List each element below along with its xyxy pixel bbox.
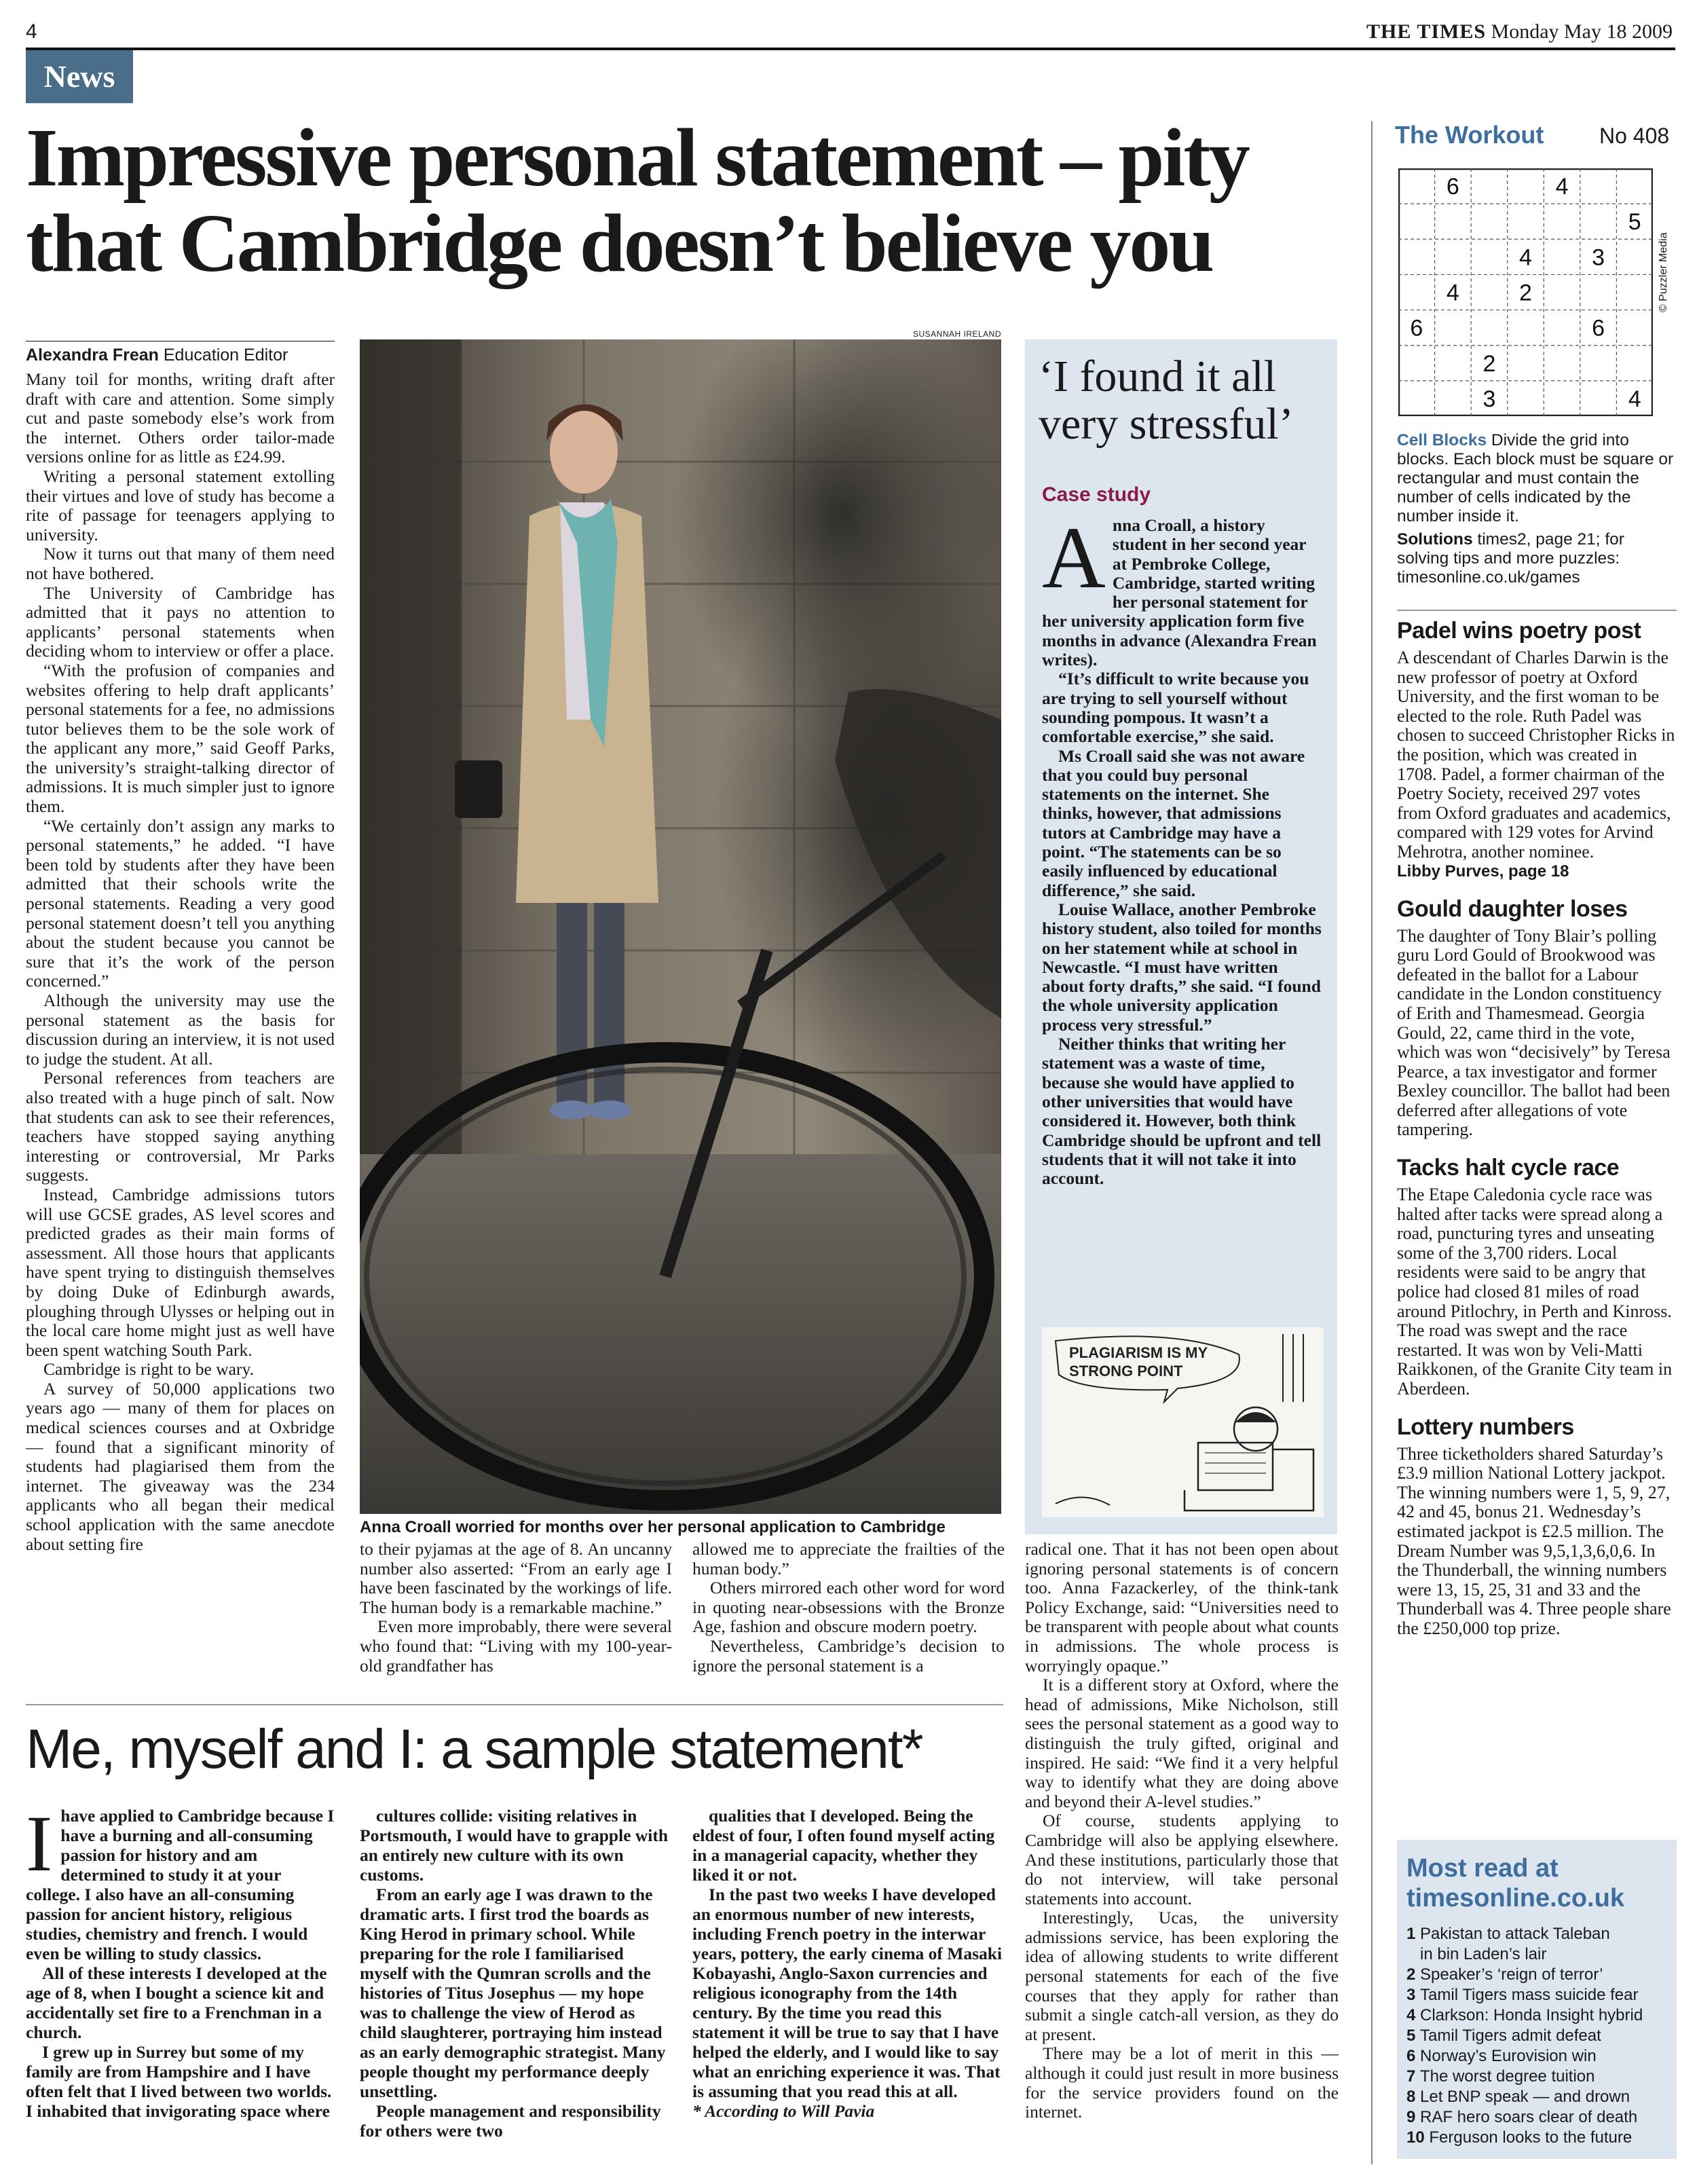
case-paragraph: Louise Wallace, another Pembroke history student, also toiled for months on her statement while at school in Newcastle. “I must have written about forty drafts,” she said. “I found the whole university application process very stressful.”: [1042, 899, 1322, 1035]
grid-cell-number: 4: [1446, 280, 1459, 306]
most-read-title-text: Clarkson: Honda Insight hybrid: [1420, 2006, 1643, 2024]
most-read-title-text: Speaker’s ‘reign of terror’: [1420, 1965, 1603, 1984]
sample-paragraph: People management and responsibility for others were two: [360, 2101, 661, 2141]
sample-paragraph: All of these interests I developed at the age of 8, when I bought a science kit and accidentally set fire to a Frenchman in a church.: [26, 1963, 327, 2042]
most-read-rank: 7: [1406, 2067, 1421, 2086]
case-paragraph-1: nna Croall, a history student in her second year at Pembroke College, Cambridge, started writing her personal statement for her university application form five months in advance (Alexandra Frean writes).: [1042, 515, 1317, 670]
article-column-4: [1025, 1540, 1339, 2122]
brief-reference: Libby Purves, page 18: [1397, 862, 1569, 881]
cell-blocks-instructions: [1397, 431, 1675, 587]
masthead-dateline: [1366, 20, 1673, 43]
most-read-title: Most read at timesonline.co.uk: [1406, 1854, 1624, 1912]
most-read-item[interactable]: [1406, 2046, 1667, 2067]
sample-top-rule: [26, 1704, 1003, 1705]
brief-headline: Tacks halt cycle race: [1397, 1155, 1620, 1181]
grid-credit: © Puzzler Media: [1658, 232, 1669, 312]
byline-role: Education Editor: [163, 346, 288, 365]
cell-blocks-text: Divide the grid into blocks. Each block must be square or rectangular and must contain the number of cells indicated by the number inside it.: [1397, 431, 1674, 525]
most-read-rank: 3: [1406, 1986, 1421, 2004]
most-read-rank: 6: [1406, 2047, 1421, 2065]
cartoon-drawing: [1042, 1327, 1324, 1517]
article-paragraph: “We certainly don’t assign any marks to personal statements,” he added. “I have been told by students after they have been admitted that their schools write the personal statements. Reading a very good personal statement doesn’t tell you anything about the student because you cannot be sure that it’s the work of the person concerned.”: [26, 815, 335, 991]
case-paragraph: Neither thinks that writing her statement was a waste of time, because she would have applied to other universities that would have considered it. However, both think Cambridge should be upfront and tell students that it will not take it into account.: [1042, 1034, 1322, 1189]
article-column-2: [360, 1540, 672, 1676]
most-read-item-continued: in bin Laden’s lair: [1420, 1945, 1547, 1963]
brief-rule: [1397, 610, 1677, 611]
most-read-rank: 9: [1406, 2108, 1421, 2126]
byline: [26, 341, 335, 365]
article-paragraph: Writing a personal statement extolling their virtues and love of study has become a rite of passage for teenagers applying to university.: [26, 466, 335, 544]
case-paragraphs: [1042, 669, 1324, 1188]
brief-text: The daughter of Tony Blair’s polling guru Lord Gould of Brookwood was defeated in the ballot for a Labour candidate in the London constituency of Erith and Thamesmead. Georgia Gould, 22, came third in the vote, which was won “decisively” by Teresa Pearce, a tax investigator and former Bexley councillor. The ballot had been deferred after allegations of vote tampering.: [1397, 925, 1671, 1140]
workout-number: No 408: [1599, 124, 1670, 148]
most-read-title-text: Tamil Tigers mass suicide fear: [1420, 1986, 1639, 2004]
workout-title: The Workout: [1395, 121, 1544, 149]
sample-paragraph: cultures collide: visiting relatives in Portsmouth, I would have to grapple with an entirely new culture with its own customs.: [360, 1806, 669, 1885]
grid-cell-number: 3: [1482, 386, 1496, 412]
most-read-item[interactable]: [1406, 2067, 1667, 2087]
brief-headline: Gould daughter loses: [1397, 895, 1628, 922]
most-read-rank: 2: [1406, 1965, 1421, 1984]
grid-cell-number: 4: [1555, 174, 1569, 200]
sample-column-3: [692, 1806, 1005, 2121]
most-read-item[interactable]: [1406, 2107, 1667, 2128]
most-read-rank: 1: [1406, 1925, 1421, 1943]
article-paragraph: Others mirrored each other word for word in quoting near-obsessions with the Bronze Age, fashion and obscure modern poetry.: [692, 1578, 1005, 1637]
most-read-item[interactable]: [1406, 1965, 1667, 1985]
most-read-title-text: Tamil Tigers admit defeat: [1420, 2026, 1601, 2045]
brief-text: A descendant of Charles Darwin is the new professor of poetry at Oxford University, and the first woman to be elected to the role. Ruth Padel was chosen to succeed Christopher Ricks in the position, which was created in 1708. Padel, a former chairman of the Poetry Society, received 297 votes from Oxford graduates and academics, compared with 129 votes for Arvind Mehrotra, another nominee.: [1397, 648, 1675, 862]
cell-blocks-grid: [1398, 168, 1653, 416]
article-paragraph: Cambridge is right to be wary.: [43, 1359, 254, 1380]
sample-dropcap: I: [26, 1799, 53, 1888]
most-read-title-text: RAF hero soars clear of death: [1420, 2108, 1638, 2126]
photo-caption: Anna Croall worried for months over her personal application to Cambridge: [360, 1518, 946, 1536]
article-paragraph: radical one. That it has not been open about ignoring personal statements is of concern too. Anna Fazackerley, of the think-tank Policy Exchange, said: “Universities need to be transparent with people about what counts in admissions. The whole process is worryingly opaque.”: [1025, 1539, 1339, 1676]
case-paragraph: Ms Croall said she was not aware that you could buy personal statements on the internet. She thinks, however, that admissions tutors at Cambridge may have a point. “The statements can be so easily influenced by educational difference,” she said.: [1042, 745, 1305, 900]
article-paragraph: Nevertheless, Cambridge’s decision to ignore the personal statement is a: [692, 1635, 1005, 1676]
sample-paragraph: qualities that I developed. Being the eldest of four, I often found myself acting in a managerial capacity, whether they liked it or not.: [692, 1806, 995, 1885]
article-photo: [360, 339, 1001, 1514]
most-read-title-text: Let BNP speak — and drown: [1420, 2088, 1630, 2106]
article-column-3: [692, 1540, 1005, 1676]
sidebar-rule: [1371, 121, 1373, 2164]
article-paragraph: Instead, Cambridge admissions tutors will use GCSE grades, AS level scores and predicted grades as their main forms of assessment. All those hours that applicants have spent trying to distinguish themselves by doing Duke of Edinburgh awards, ploughing through Ulysses or helping out in the local care home might just as well have been spent watching South Park.: [26, 1184, 335, 1360]
most-read-rank: 4: [1406, 2006, 1421, 2024]
cartoon: [1042, 1327, 1324, 1517]
solutions-label: Solutions: [1397, 530, 1473, 549]
most-read-title-text: Ferguson looks to the future: [1429, 2128, 1633, 2147]
most-read-rank: 10: [1406, 2128, 1430, 2147]
most-read-item[interactable]: [1406, 1985, 1667, 2005]
most-read-title-text: The worst degree tuition: [1420, 2067, 1595, 2086]
news-briefs: [1397, 618, 1677, 1639]
grid-cell-number: 6: [1592, 315, 1605, 341]
page-number: 4: [26, 20, 37, 43]
grid-cell-number: 6: [1410, 315, 1423, 341]
brief-headline: Lottery numbers: [1397, 1413, 1574, 1440]
article-column-1: [26, 370, 335, 1554]
article-paragraph: allowed me to appreciate the frailties of the human body.”: [692, 1539, 1005, 1578]
sample-paragraph: In the past two weeks I have developed an enormous number of new interests, including French poetry in the interwar years, pottery, the early cinema of Masaki Kobayashi, Anglo-Saxon currencies and religious iconography from the 14th century. By the time you read this statement it will be true to say that I have helped the elderly, and I would like to say what an enriching experience it was. That is assuming that you read this at all.: [692, 1885, 1003, 2101]
article-paragraph: Many toil for months, writing draft after draft with care and attention. Some simply cut and paste somebody else’s work from the internet. Others order tailor-made versions online for as little as £24.99.: [26, 369, 335, 467]
most-read-item[interactable]: [1406, 2128, 1667, 2148]
article-paragraph: The University of Cambridge has admitted that it pays no attention to applicants’ personal statements when deciding whom to interview or offer a place.: [26, 582, 335, 661]
brief-text: The Etape Caledonia cycle race was halted after tacks were spread along a road, puncturing tyres and unseating some of the 3,700 riders. Local residents were said to be angry that police had closed 81 miles of road around Pitlochry, in Perth and Kinross. The road was swept and the race restarted. It was won by Veli-Matti Raikkonen, of the Granite City team in Aberdeen.: [1397, 1185, 1673, 1399]
case-study-quote: ‘I found it all very stressful’: [1039, 352, 1294, 449]
brief-text: Three ticketholders shared Saturday’s £3.9 million National Lottery jackpot. The winning numbers were 1, 5, 9, 27, 42 and 45, bonus 21. Wednesday’s estimated jackpot is £2.5 million. The Dream Number was 9,5,1,3,6,0,6. In the Thunderball, the winning numbers were 13, 15, 25, 31 and 33 and the Thunderball was 4. Three people share the £250,000 top prize.: [1397, 1443, 1671, 1638]
article-paragraph: Of course, students applying to Cambridge will also be applying elsewhere. And these institutions, particularly those that do not interview, will take personal statements into account.: [1025, 1811, 1339, 1908]
photo-illustration: [360, 339, 1001, 1514]
grid-cell-number: 5: [1628, 209, 1641, 236]
article-paragraph: There may be a lot of merit in this — although it could just result in more business for the service providers found on the internet.: [1025, 2043, 1339, 2122]
byline-name: Alexandra Frean: [26, 346, 159, 365]
most-read-title-text: Pakistan to attack Taleban: [1420, 1925, 1610, 1943]
cartoon-caption-line-2: STRONG POINT: [1069, 1363, 1183, 1380]
article-paragraph: Although the university may use the personal statement as the basis for discussion during an interview, it is not used to judge the student. At all.: [26, 991, 335, 1069]
sample-title: Me, myself and I: a sample statement*: [26, 1718, 922, 1780]
article-paragraph: Personal references from teachers are also treated with a huge pinch of salt. Now that students can ask to see their references, teachers have stopped saying anything interesting or controversial, Mr Parks suggests.: [26, 1068, 335, 1185]
most-read-item[interactable]: [1406, 2087, 1667, 2107]
most-read-box: [1397, 1840, 1677, 2159]
grid-cell-number: 3: [1592, 244, 1605, 271]
most-read-item[interactable]: [1406, 2026, 1667, 2046]
headline-line-2: that Cambridge doesn’t believe you: [26, 198, 1213, 289]
most-read-title-text: Norway’s Eurovision win: [1420, 2047, 1597, 2065]
most-read-item[interactable]: [1406, 1924, 1667, 1944]
article-paragraph: Interestingly, Ucas, the university admissions service, has been exploring the idea of allowing students to write different personal statements for each of the five courses that they apply for rather than submit a single catch-all version, as they do at present.: [1025, 1908, 1339, 2044]
grid-svg: [1398, 168, 1653, 416]
grid-cell-number: 2: [1519, 280, 1532, 306]
sample-column-2: [360, 1806, 672, 2141]
case-paragraph: “It’s difficult to write because you are trying to sell yourself without sounding pompous. It wasn’t a comfortable exercise,” she said.: [1042, 669, 1309, 747]
article-paragraph: “With the profusion of companies and websites offering to help draft applicants’ personal statements for a fee, no admissions tutor believes them to be the sole work of the applicant any more,” said Geoff Parks, the university’s straight-talking director of admissions. It is much simpler just to ignore them.: [26, 660, 335, 817]
sample-column-1: [26, 1799, 335, 2121]
article-paragraph: A survey of 50,000 applications two years ago — many of them for places on medical sciences courses and at Oxbridge — found that a significant minority of students had plagiarised them from the internet. The giveaway was the 234 applicants who all began their medical school application with the same anecdote about setting fire: [26, 1378, 335, 1554]
grid-cell-number: 4: [1519, 244, 1532, 271]
article-paragraph: Even more improbably, there were several who found that: “Living with my 100-year-old grandfather has: [360, 1616, 672, 1676]
paper-name: THE TIMES: [1366, 20, 1487, 43]
sample-footnote: * According to Will Pavia: [692, 2101, 875, 2121]
cell-blocks-label: Cell Blocks: [1397, 431, 1487, 449]
most-read-rank: 8: [1406, 2088, 1421, 2106]
most-read-rank: 5: [1406, 2026, 1421, 2045]
grid-cell-number: 2: [1482, 350, 1496, 377]
headline: [26, 112, 1356, 289]
grid-cell-number: 6: [1446, 174, 1459, 200]
issue-date: Monday May 18 2009: [1491, 20, 1673, 43]
solutions-text: times2, page 21; for solving tips and more puzzles: timesonline.co.uk/games: [1397, 530, 1624, 587]
grid-cell-number: 4: [1628, 386, 1641, 412]
cartoon-caption-line-1: PLAGIARISM IS MY: [1069, 1344, 1208, 1361]
masthead-rule: [26, 48, 1675, 50]
sample-paragraph: Ihave applied to Cambridge because I have a burning and all-consuming passion for history and am determined to study it at your college. I also have an all-consuming passion for ancient history, religious studies, chemistry and french. I would even be willing to study classics.: [26, 1799, 335, 1963]
article-paragraph: It is a different story at Oxford, where the head of admissions, Mike Nicholson, still sees the personal statement as a good way to distinguish the truly gifted, original and inspired. He said: “We find it a very helpful way to identify what they are doing above and beyond their A-level studies.”: [1025, 1675, 1339, 1811]
photo-credit: SUSANNAH IRELAND: [912, 329, 1001, 339]
case-dropcap: A: [1042, 509, 1106, 607]
most-read-item[interactable]: [1406, 2005, 1667, 2026]
sample-paragraph: From an early age I was drawn to the dramatic arts. I first trod the boards as King Herod in primary school. While preparing for the role I familiarised myself with the Qumran scrolls and the histories of Titus Josephus — my hope was to challenge the view of Herod as child slaughterer, portraying him instead as an early demographic strategist. Many people thought my performance deeply unsettling.: [360, 1885, 666, 2101]
section-tag: News: [26, 50, 133, 103]
case-study-label: Case study: [1042, 483, 1151, 506]
article-paragraph: Now it turns out that many of them need not have bothered.: [26, 544, 335, 583]
case-study-body: [1042, 509, 1324, 1189]
brief-headline: Padel wins poetry post: [1397, 618, 1641, 644]
headline-line-1: Impressive personal statement – pity: [26, 112, 1248, 204]
sample-paragraph: I grew up in Surrey but some of my family are from Hampshire and I have often felt that I lived between two worlds. I inhabited that invigorating space where: [26, 2042, 332, 2121]
most-read-list: [1406, 1924, 1667, 2148]
article-paragraph: to their pyjamas at the age of 8. An uncanny number also asserted: “From an early age I have been fascinated by the workings of life. The human body is a remarkable machine.”: [360, 1539, 672, 1617]
